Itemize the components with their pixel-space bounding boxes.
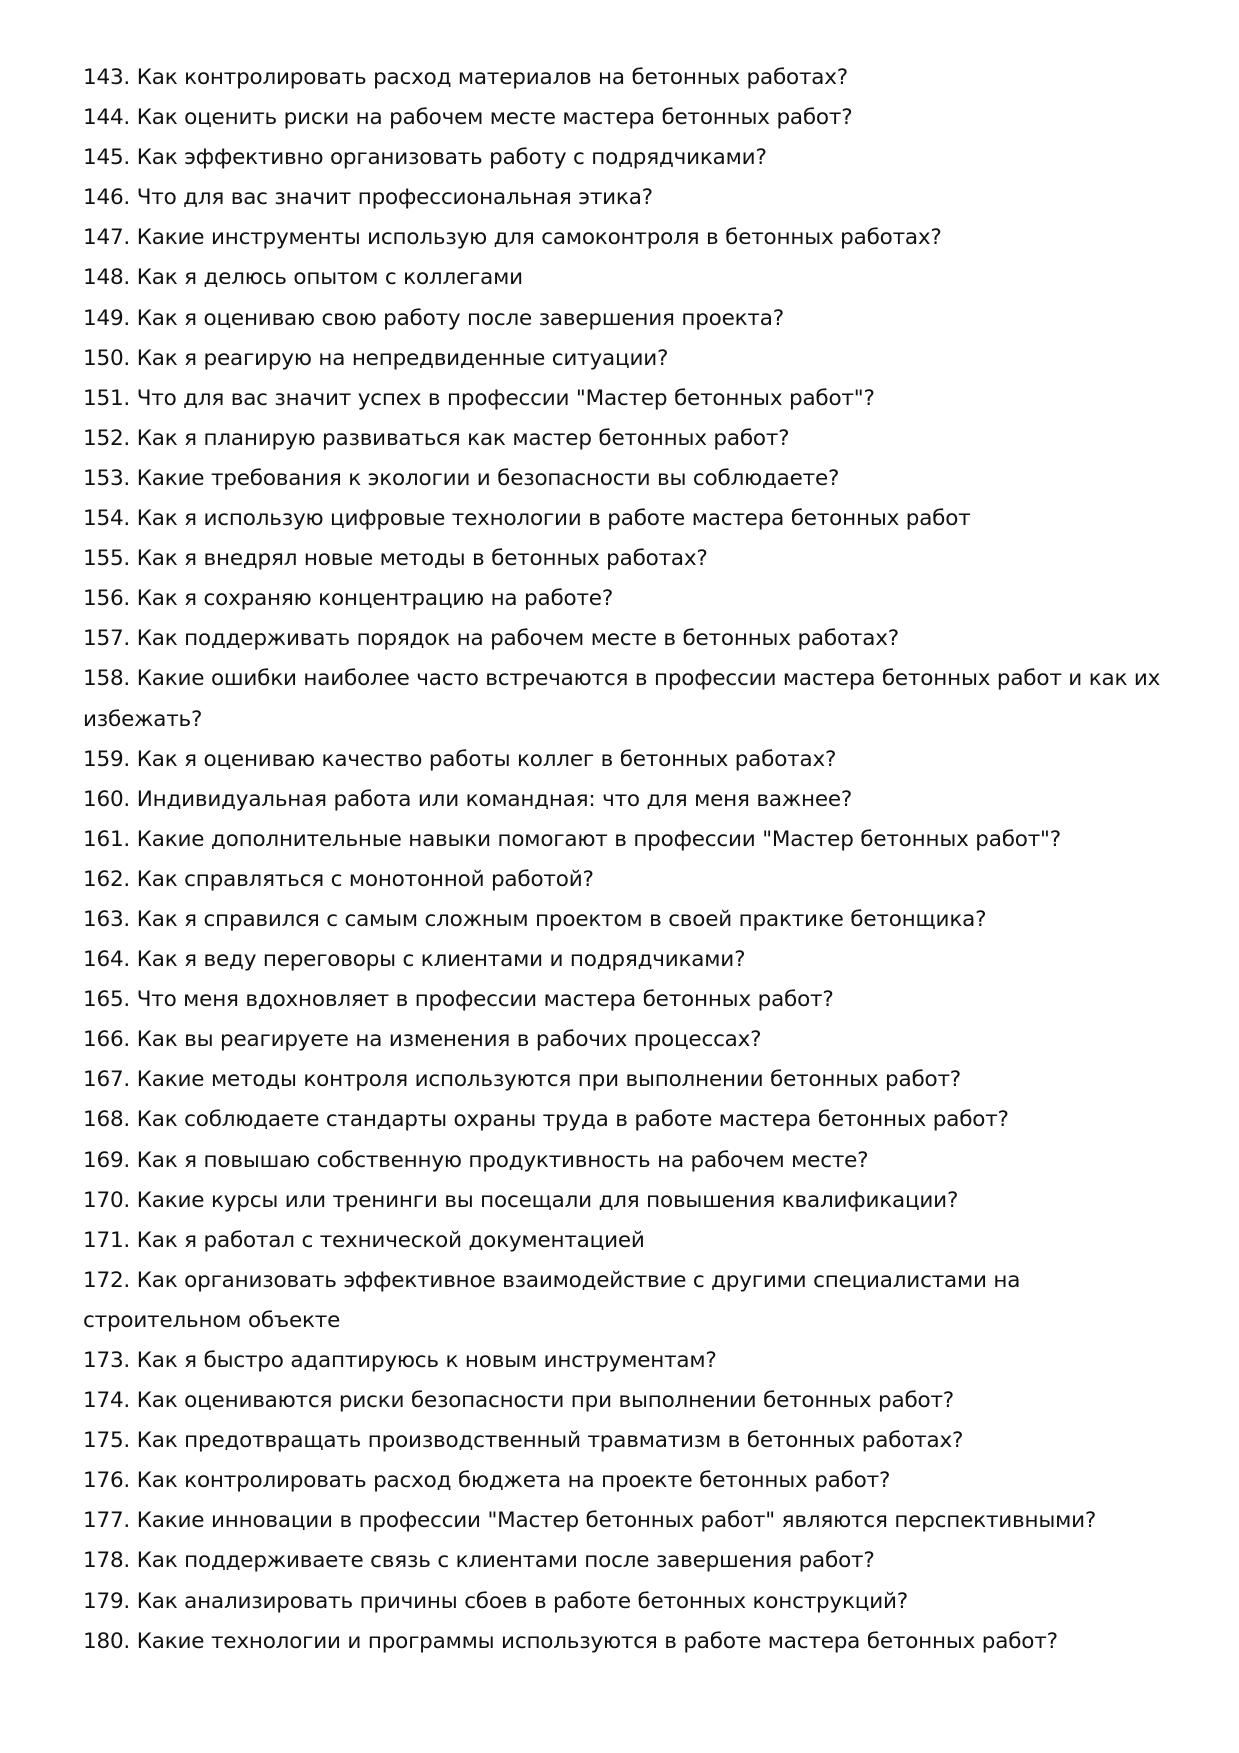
list-item: 176. Как контролировать расход бюджета на проекте бетонных работ?: [83, 1468, 891, 1494]
list-item: 151. Что для вас значит успех в профессии "Мастер бетонных работ"?: [83, 385, 875, 411]
list-item: 178. Как поддерживаете связь с клиентами после завершения работ?: [83, 1548, 875, 1574]
list-item: 158. Какие ошибки наиболее часто встречаются в профессии мастера бетонных работ и как их избежать?: [83, 666, 1161, 732]
list-item: 155. Как я внедрял новые методы в бетонных работах?: [83, 546, 708, 572]
list-item: 161. Какие дополнительные навыки помогают в профессии "Мастер бетонных работ"?: [83, 826, 1061, 852]
list-item: 154. Как я использую цифровые технологии в работе мастера бетонных работ: [83, 506, 971, 532]
list-item: 152. Как я планирую развиваться как мастер бетонных работ?: [83, 425, 790, 451]
list-item: 153. Какие требования к экологии и безопасности вы соблюдаете?: [83, 465, 840, 491]
list-item: 148. Как я делюсь опытом с коллегами: [83, 265, 523, 291]
list-item: 179. Как анализировать причины сбоев в работе бетонных конструкций?: [83, 1588, 908, 1614]
list-item: 150. Как я реагирую на непредвиденные ситуации?: [83, 345, 669, 371]
list-item: 168. Как соблюдаете стандарты охраны труда в работе мастера бетонных работ?: [83, 1107, 1009, 1133]
list-item: 174. Как оцениваются риски безопасности при выполнении бетонных работ?: [83, 1388, 955, 1414]
list-item: 162. Как справляться с монотонной работой?: [83, 866, 594, 892]
list-item: 144. Как оценить риски на рабочем месте мастера бетонных работ?: [83, 105, 853, 131]
list-item: 170. Какие курсы или тренинги вы посещали для повышения квалификации?: [83, 1187, 959, 1213]
list-item: 149. Как я оцениваю свою работу после завершения проекта?: [83, 305, 784, 331]
list-item: 156. Как я сохраняю концентрацию на работе?: [83, 586, 614, 612]
list-item: 146. Что для вас значит профессиональная этика?: [83, 185, 653, 211]
list-item: 160. Индивидуальная работа или командная: что для меня важнее?: [83, 786, 853, 812]
list-item: 169. Как я повышаю собственную продуктивность на рабочем месте?: [83, 1147, 869, 1173]
list-item: 163. Как я справился с самым сложным проектом в своей практике бетонщика?: [83, 906, 987, 932]
list-item: 143. Как контролировать расход материалов на бетонных работах?: [83, 65, 848, 90]
list-item: 172. Как организовать эффективное взаимодействие с другими специалистами на строительном объекте: [83, 1267, 1021, 1333]
list-item: 147. Какие инструменты использую для самоконтроля в бетонных работах?: [83, 225, 942, 251]
list-item: 173. Как я быстро адаптируюсь к новым инструментам?: [83, 1348, 717, 1373]
list-item: 175. Как предотвращать производственный травматизм в бетонных работах?: [83, 1428, 964, 1454]
list-item: 157. Как поддерживать порядок на рабочем месте в бетонных работах?: [83, 626, 899, 652]
list-item: 180. Какие технологии и программы используются в работе мастера бетонных работ?: [83, 1628, 1058, 1654]
list-item: 164. Как я веду переговоры с клиентами и подрядчиками?: [83, 947, 746, 973]
list-item: 171. Как я работал с технической документацией: [83, 1227, 645, 1253]
list-item: 167. Какие методы контроля используются при выполнении бетонных работ?: [83, 1067, 961, 1093]
list-item: 165. Что меня вдохновляет в профессии мастера бетонных работ?: [83, 987, 834, 1013]
list-item: 159. Как я оцениваю качество работы коллег в бетонных работах?: [83, 746, 837, 772]
list-item: 166. Как вы реагируете на изменения в рабочих процессах?: [83, 1027, 762, 1053]
question-list: [83, 58, 1173, 1662]
list-item: 177. Какие инновации в профессии "Мастер бетонных работ" являются перспективными?: [83, 1508, 1097, 1534]
list-item: 145. Как эффективно организовать работу с подрядчиками?: [83, 145, 767, 171]
